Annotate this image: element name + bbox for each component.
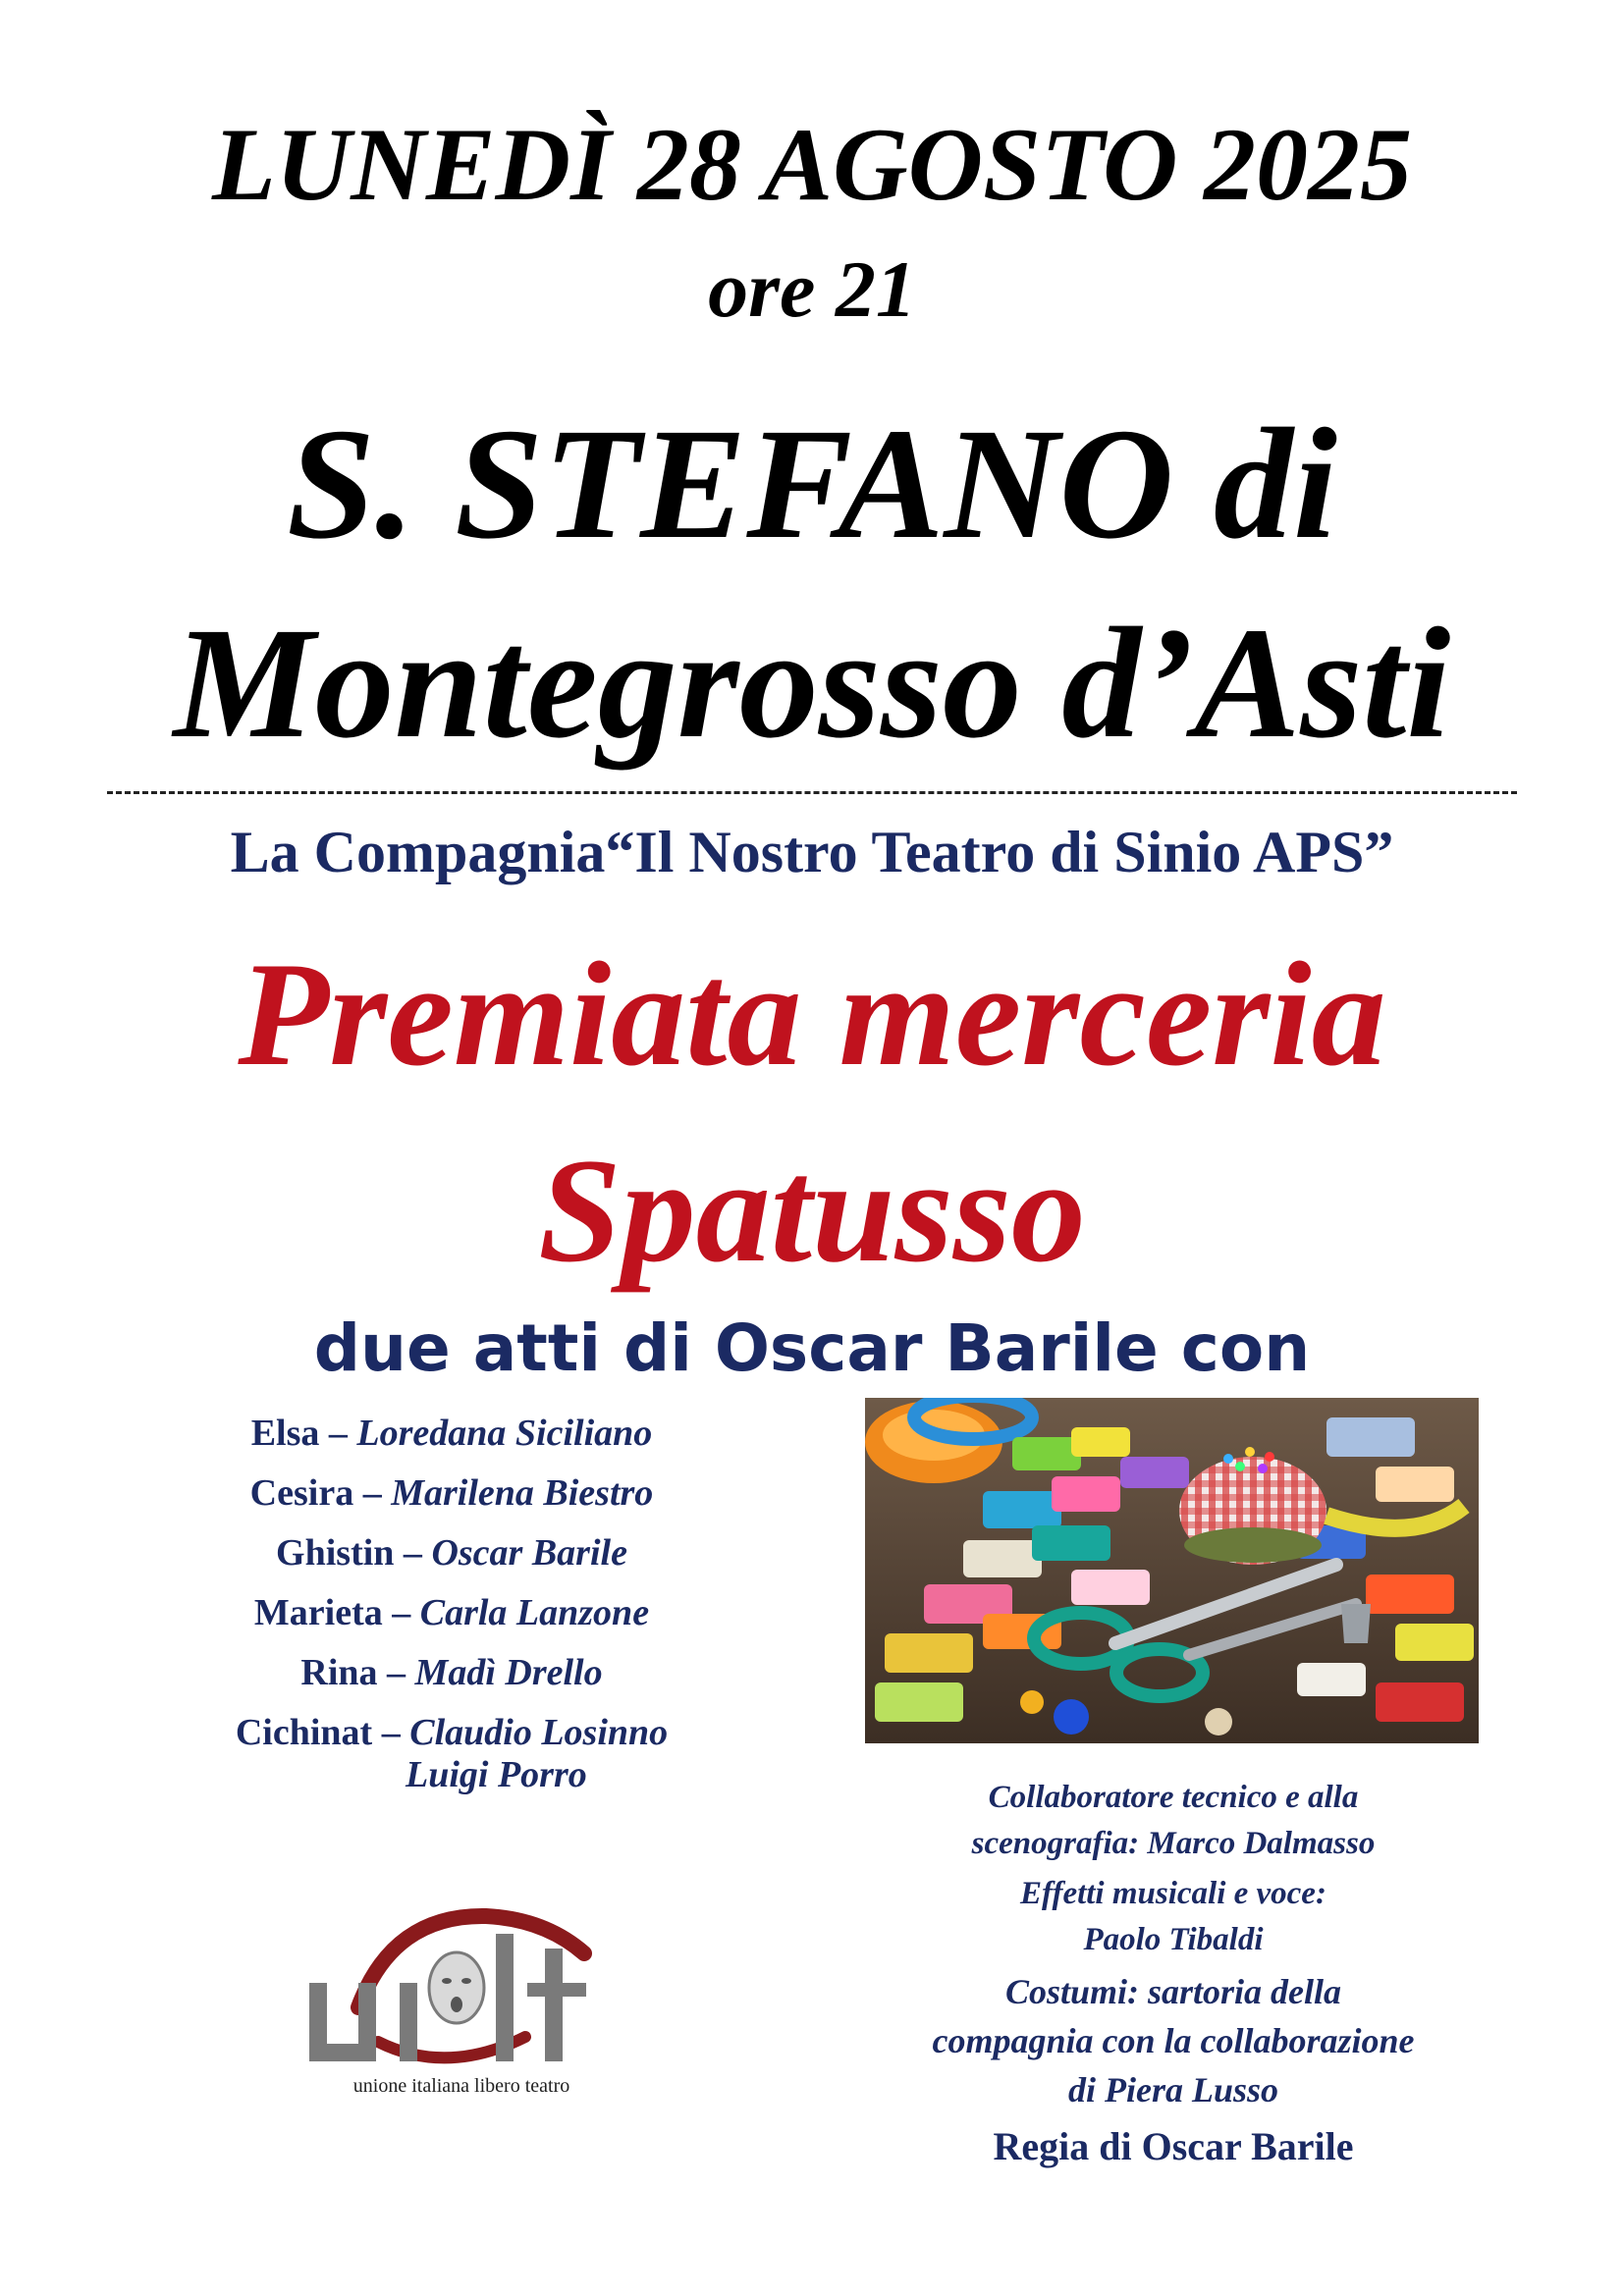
cast-role: Elsa – (250, 1413, 357, 1454)
credit-costumes (839, 1967, 1507, 2114)
uilt-logo (299, 1895, 623, 2101)
credit-music-line2: Paolo Tibaldi (1083, 1922, 1264, 1957)
cast-row (147, 1523, 756, 1583)
credit-costumes-line2: compagnia con la collaborazione (932, 2021, 1415, 2060)
cast-list (147, 1404, 756, 1763)
venue-title-line2: Montegrosso d’Asti (173, 596, 1451, 772)
cast-role: Ghistin – (276, 1532, 432, 1574)
cast-row (147, 1404, 756, 1464)
cast-actor: Carla Lanzone (419, 1592, 650, 1633)
credit-technical-line2: scenografia: Marco Dalmasso (971, 1826, 1376, 1861)
cast-role: Cesira – (249, 1472, 392, 1514)
logo-caption: unione italiana libero teatro (352, 2075, 570, 2097)
credit-direction: Regia di Oscar Barile (993, 2124, 1354, 2168)
cast-row (147, 1643, 756, 1703)
credit-costumes-line1: Costumi: sartoria della (1004, 1972, 1342, 2011)
play-title-line1: Premiata merceria (238, 932, 1386, 1096)
cast-actor: Loredana Siciliano (356, 1413, 653, 1454)
dashed-divider (107, 791, 1517, 794)
cast-actor: Madì Drello (414, 1652, 603, 1693)
credit-music-line1: Effetti musicali e voce: (1020, 1876, 1326, 1911)
cast-actor: Oscar Barile (431, 1532, 627, 1574)
credit-music (839, 1871, 1507, 1963)
cast-role: Rina – (300, 1652, 415, 1693)
event-time: ore 21 (708, 244, 916, 334)
cast-role: Marieta – (253, 1592, 420, 1633)
sewing-supplies-photo (865, 1398, 1479, 1743)
cast-extra-actor: Luigi Porro (406, 1754, 587, 1795)
company-name: La Compagnia“Il Nostro Teatro di Sinio APS” (230, 820, 1394, 884)
credit-technical (839, 1775, 1507, 1867)
cast-row (147, 1464, 756, 1523)
cast-actor: Marilena Biestro (391, 1472, 654, 1514)
venue-title-line1: S. STEFANO di (287, 397, 1337, 572)
acts-author-line: due atti di Oscar Barile con (313, 1310, 1311, 1386)
credits-block (839, 1775, 1507, 2171)
cast-row (147, 1583, 756, 1643)
play-title-line2: Spatusso (538, 1128, 1086, 1293)
event-date: LUNEDÌ 28 AGOSTO 2025 (211, 107, 1413, 222)
cast-role: Cichinat – (235, 1712, 410, 1753)
cast-actor: Claudio Losinno (409, 1712, 669, 1753)
credit-technical-line1: Collaboratore tecnico e alla (988, 1780, 1359, 1815)
credit-costumes-line3: di Piera Lusso (1067, 2070, 1278, 2109)
